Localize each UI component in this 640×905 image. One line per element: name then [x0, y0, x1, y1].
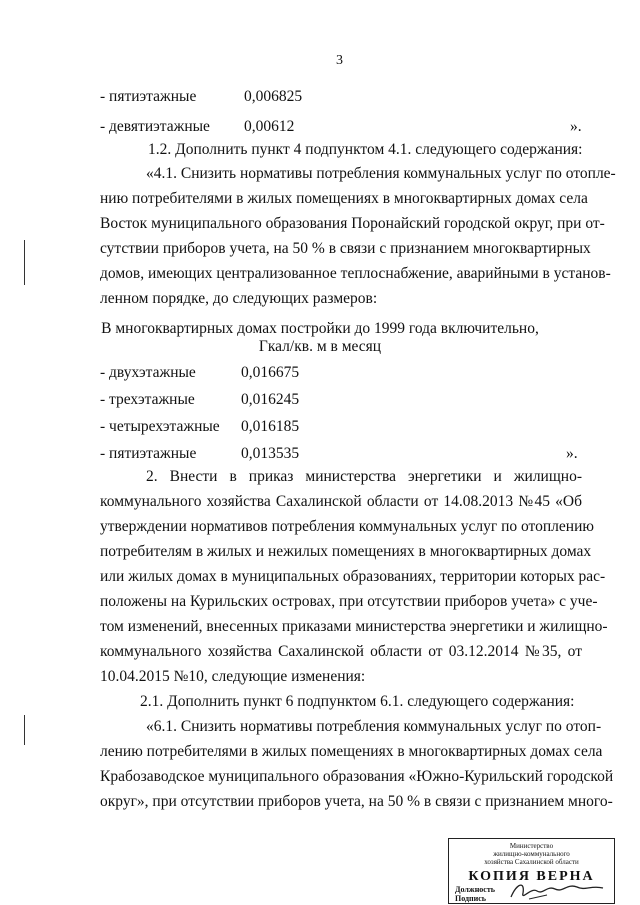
list-item-label: - девятиэтажные: [100, 118, 210, 135]
scan-margin-mark: [24, 715, 25, 745]
stamp-line: жилищно-коммунального: [493, 850, 570, 858]
paragraph-line: «6.1. Снизить нормативы потребления коммунальных услуг по отоп-: [146, 718, 602, 735]
paragraph-line: потребителям в жилых и нежилых помещениях в многоквартирных домах: [100, 543, 592, 560]
page-number: 3: [336, 53, 343, 68]
list-item-value: 0,00612: [244, 118, 295, 135]
paragraph-line: или жилых домах в муниципальных образованиях, территории которых рас-: [100, 568, 606, 585]
paragraph-line: нию потребителями в жилых помещениях в многоквартирных домах села: [100, 190, 588, 207]
paragraph-2-1: 2.1. Дополнить пункт 6 подпунктом 6.1. следующего содержания:: [140, 693, 575, 710]
paragraph-line: Крабозаводское муниципального образования «Южно-Курильский городской: [100, 768, 614, 785]
paragraph-line: том изменений, внесенных приказами министерства энергетики и жилищно-: [100, 618, 608, 635]
list-item-label: - пятиэтажные: [100, 88, 197, 105]
list-item-label: - трехэтажные: [100, 391, 195, 408]
list-item-value: 0,006825: [244, 88, 303, 105]
paragraph-line: сутствии приборов учета, на 50 % в связи с признанием многоквартирных: [100, 240, 591, 257]
paragraph-line: домов, имеющих централизованное теплоснабжение, аварийными в установ-: [100, 265, 611, 282]
stamp-sign-label: Подпись: [455, 894, 487, 903]
list-item-value: 0,016185: [241, 418, 300, 435]
list-item-label: - четырехэтажные: [100, 418, 220, 435]
paragraph-line: положены на Курильских островах, при отсутствии приборов учета» с уче-: [100, 593, 598, 610]
scan-margin-mark: [24, 240, 25, 285]
stamp-line: хозяйства Сахалинской области: [484, 858, 579, 866]
list-item-label: - двухэтажные: [100, 364, 196, 381]
paragraph-line: «4.1. Снизить нормативы потребления коммунальных услуг по отопле-: [146, 165, 616, 182]
table-heading: В многоквартирных домах постройки до 1999 года включительно,: [101, 320, 539, 337]
list-item-value: 0,013535: [241, 445, 300, 462]
list-item-label: - пятиэтажные: [100, 445, 197, 462]
paragraph-line: утверждении нормативов потребления коммунальных услуг по отоплению: [100, 518, 594, 535]
stamp-line: Министерство: [509, 842, 554, 850]
paragraph-line: коммунального хозяйства Сахалинской области от 03.12.2014 №35, от: [100, 643, 582, 660]
paragraph-line: 2. Внести в приказ министерства энергетики и жилищно-: [146, 468, 582, 485]
paragraph-line: 10.04.2015 №10, следующие изменения:: [100, 668, 366, 685]
stamp-title: КОПИЯ ВЕРНА: [468, 869, 595, 884]
stamp-position-label: Должность: [455, 885, 496, 894]
paragraph-line: лению потребителями в жилых помещениях в многоквартирных домах села: [100, 743, 603, 760]
paragraph-1-2: 1.2. Дополнить пункт 4 подпунктом 4.1. следующего содержания:: [148, 141, 583, 158]
list-item-value: 0,016245: [241, 391, 300, 408]
list-item-suffix: ».: [570, 118, 582, 135]
list-item-value: 0,016675: [241, 364, 300, 381]
certification-stamp: [448, 838, 615, 904]
paragraph-line: округ», при отсутствии приборов учета, на 50 % в связи с признанием много-: [100, 793, 613, 810]
handwritten-signature: [507, 879, 607, 903]
paragraph-line: Восток муниципального образования Поронайский городской округ, при от-: [100, 215, 605, 232]
paragraph-line: коммунального хозяйства Сахалинской области от 14.08.2013 №45 «Об: [100, 493, 582, 510]
list-item-suffix: ».: [566, 445, 578, 462]
paragraph-line: ленном порядке, до следующих размеров:: [100, 290, 378, 307]
table-unit: Гкал/кв. м в месяц: [258, 338, 382, 355]
